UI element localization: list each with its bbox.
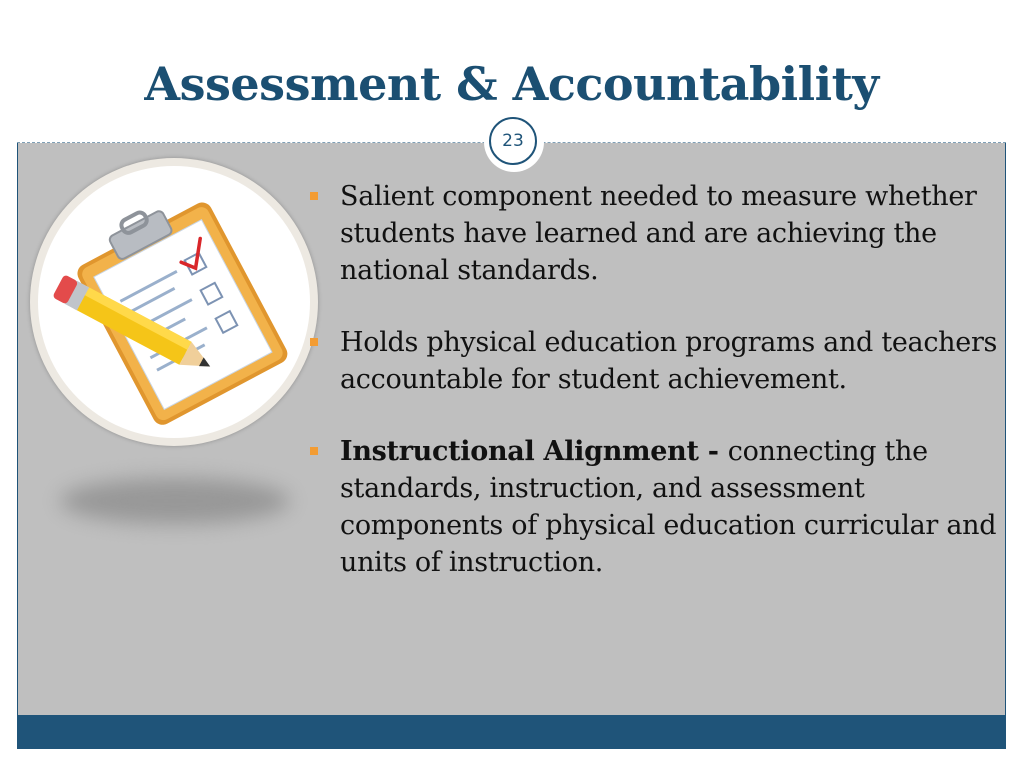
bullet-marker [310,192,318,200]
bullet-marker [310,447,318,455]
bullet-lead: Instructional Alignment - [340,436,728,467]
image-shadow [60,478,290,524]
footer-bar [18,715,1005,748]
list-item [310,178,1010,289]
clipboard-image [38,166,310,438]
bullet-text: Salient component needed to measure whether students have learned and are achieving the national standards. [340,181,977,286]
bullet-marker [310,338,318,346]
list-item [310,433,1010,581]
list-item [310,324,1010,398]
bullet-text: connecting the standards, instruction, and assessment components of physical education curricular and units of instruction. [340,436,997,578]
bullet-text: Holds physical education programs and teachers accountable for student achievement. [340,327,998,395]
page-number-badge: 23 [489,117,537,165]
slide-title: Assessment & Accountability [144,57,879,111]
clipboard-checklist-icon [38,166,310,438]
bullet-list [310,178,1010,616]
